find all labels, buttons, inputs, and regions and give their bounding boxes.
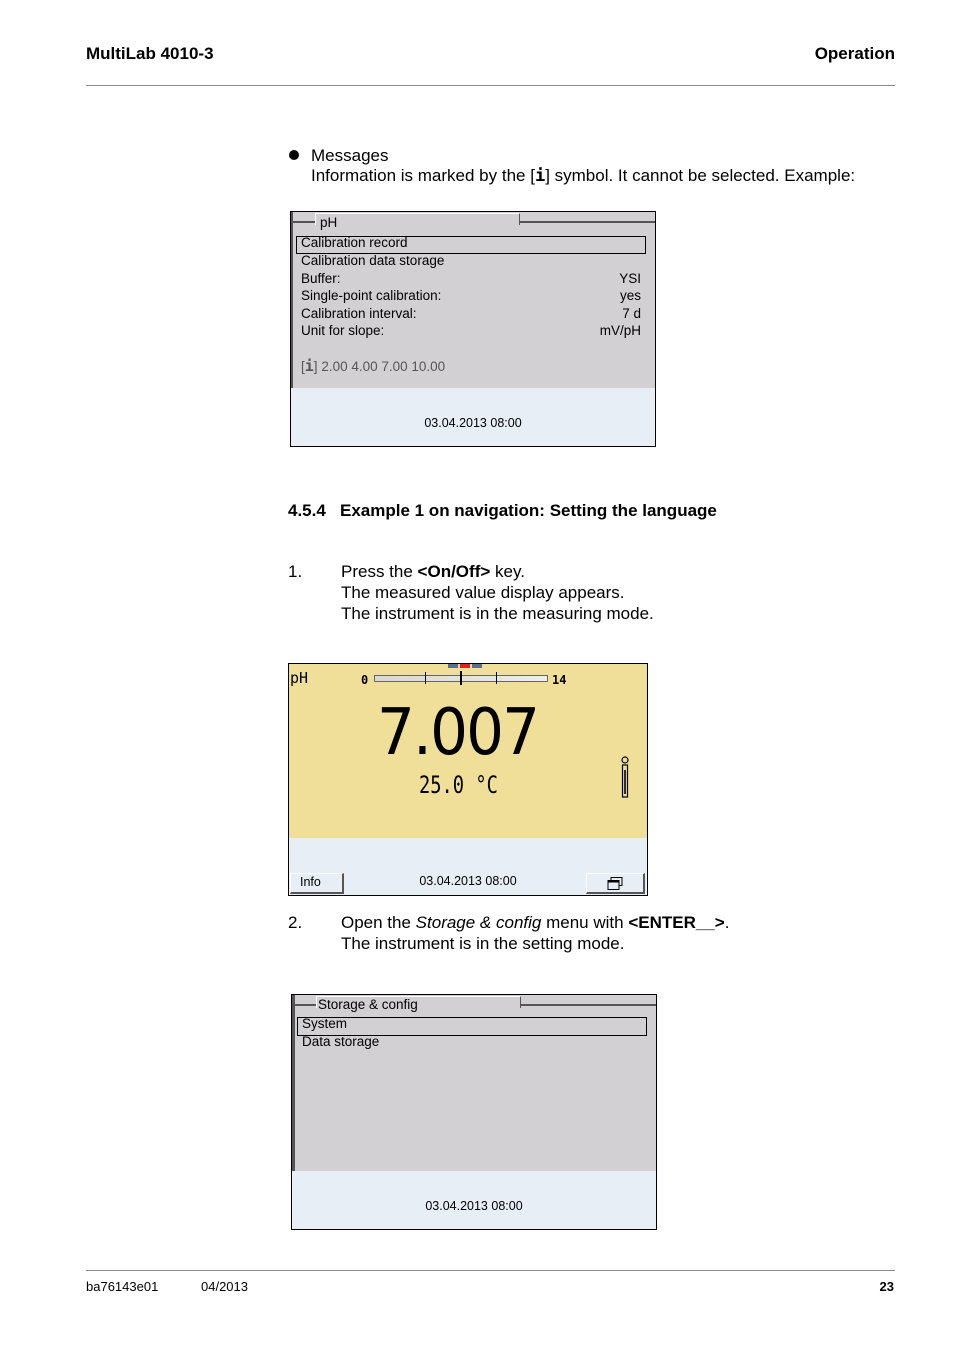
info-symbol-icon: i	[534, 166, 546, 186]
bullet-icon	[289, 150, 299, 160]
setting-value: 7 d	[622, 305, 641, 321]
measurement-scale-bar	[374, 675, 548, 682]
info-softkey[interactable]: Info	[290, 873, 344, 894]
step1-line1: Press the <On/Off> key.	[341, 562, 525, 581]
doc-date: 04/2013	[201, 1279, 248, 1294]
step1-line3: The instrument is in the measuring mode.	[341, 604, 654, 623]
setting-label: Calibration data storage	[301, 253, 445, 268]
screen-footer	[291, 388, 655, 446]
setting-value: yes	[619, 288, 641, 304]
datetime: 03.04.2013 08:00	[425, 1199, 523, 1213]
footer-rule	[86, 1270, 895, 1271]
doc-id: ba76143e01	[86, 1279, 159, 1294]
messages-title: Messages	[311, 146, 389, 165]
setting-value: mV/pH	[599, 323, 641, 339]
menu-item-data-storage[interactable]: Data storage	[302, 1034, 380, 1049]
screen-footer	[292, 1171, 656, 1229]
header-title: MultiLab 4010-3	[86, 44, 214, 63]
section-heading: 4.5.4 Example 1 on navigation: Setting the language	[288, 501, 717, 520]
storage-config-screen	[291, 994, 657, 1230]
temperature-value: 25.0 °C	[419, 771, 498, 799]
messages-text: Information is marked by the [i] symbol. It cannot be selected. Example:	[311, 166, 856, 186]
scale-min: 0	[361, 673, 369, 687]
electrode-icon	[621, 754, 629, 798]
setting-label: Buffer:	[301, 270, 341, 286]
datetime: 03.04.2013 08:00	[424, 416, 522, 430]
header-section: Operation	[814, 44, 895, 63]
setting-label: Single-point calibration:	[301, 288, 442, 304]
step2-line2: The instrument is in the setting mode.	[341, 934, 625, 953]
screen-tab-title: pH	[320, 215, 338, 230]
menu-softkey[interactable]	[586, 873, 645, 894]
setting-label: Unit for slope:	[301, 323, 385, 339]
step-number: 1.	[288, 562, 303, 581]
measured-value: 7.007	[377, 696, 539, 770]
calibration-screen	[290, 211, 656, 447]
info-message: [i] 2.00 4.00 7.00 10.00	[301, 357, 446, 375]
step2-line1: Open the Storage & config menu with <ENTER__>.	[341, 913, 730, 932]
scale-max: 14	[552, 673, 567, 687]
header-rule	[86, 85, 895, 86]
info-symbol-icon: i	[304, 357, 314, 375]
page-number: 23	[879, 1279, 894, 1294]
scale-marker	[460, 671, 462, 685]
screen-tab	[315, 213, 520, 225]
setting-value: YSI	[619, 270, 641, 286]
menu-item-calibration-record: Calibration record	[301, 235, 408, 250]
menu-item-system: System	[302, 1016, 348, 1031]
windows-icon	[607, 877, 623, 890]
screen-tab-title: Storage & config	[318, 997, 418, 1012]
datetime: 03.04.2013 08:00	[419, 874, 517, 888]
setting-label: Calibration interval:	[301, 305, 417, 321]
step-number: 2.	[288, 913, 303, 932]
parameter-label: pH	[290, 669, 309, 687]
measuring-screen	[288, 663, 648, 896]
screen-footer	[289, 838, 647, 895]
step1-line2: The measured value display appears.	[341, 583, 625, 602]
